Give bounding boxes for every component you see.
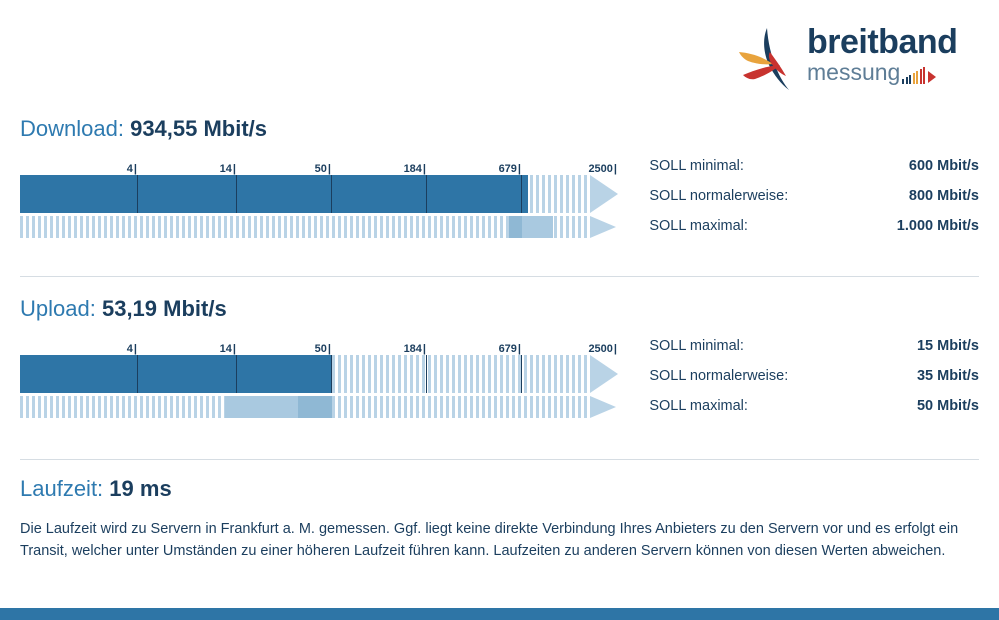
upload-target-bar <box>20 396 619 418</box>
download-tick-label-3: 50 | <box>315 163 331 175</box>
upload-title <box>20 296 979 322</box>
download-tick-label-1: 4 | <box>127 163 137 175</box>
download-target-arrow-icon <box>590 216 616 238</box>
latency-title <box>20 476 979 502</box>
download-bar-fill <box>20 175 528 213</box>
brand-name-sub: messung <box>807 59 901 85</box>
divider-1 <box>20 276 979 277</box>
signal-bars-icon <box>902 67 927 84</box>
latency-note: Die Laufzeit wird zu Servern in Frankfurt a. M. gemessen. Ggf. liegt keine direkte Verbindung Ihres Anbieters zu den Servern vor und es erfolgt ein Transit, welcher unter Umständen zu einer höheren Laufzeit führen kann. Laufzeiten zu anderen Servern können von diesen Werten abweichen. <box>20 521 959 559</box>
latency-section <box>20 476 979 562</box>
divider-2 <box>20 459 979 460</box>
upload-gauge <box>20 338 619 418</box>
download-soll-row-max <box>649 218 979 248</box>
download-target-track <box>20 216 590 238</box>
latency-value: 19 ms <box>109 476 172 501</box>
upload-soll-min-label: SOLL minimal: <box>649 338 744 354</box>
upload-soll-row-max <box>649 398 979 428</box>
download-soll-normal-label: SOLL normalerweise: <box>649 188 789 204</box>
download-target-marker <box>509 216 522 238</box>
download-soll-max-label: SOLL maximal: <box>649 218 748 234</box>
upload-soll-max-value: 50 Mbit/s <box>916 398 979 414</box>
upload-target-arrow-icon <box>590 396 616 418</box>
brand-logo <box>737 18 977 96</box>
upload-target-marker <box>298 396 332 418</box>
upload-soll-min-value: 15 Mbit/s <box>916 338 979 354</box>
download-tick-label-4: 184 | <box>404 163 426 175</box>
download-section <box>20 116 979 248</box>
download-soll-normal-value: 800 Mbit/s <box>908 188 979 204</box>
download-soll-row-min <box>649 158 979 188</box>
download-tick-label-6: 2500 | <box>588 163 617 175</box>
download-tick-label-5: 679 | <box>499 163 521 175</box>
download-value: 934,55 Mbit/s <box>130 116 268 141</box>
upload-tick-label-5: 679 | <box>499 343 521 355</box>
upload-soll-table <box>649 338 979 428</box>
upload-tick-label-1: 4 | <box>127 343 137 355</box>
download-soll-table <box>649 158 979 248</box>
upload-target-track <box>20 396 590 418</box>
upload-tick-label-6: 2500 | <box>588 343 617 355</box>
upload-soll-row-min <box>649 338 979 368</box>
upload-bar-fill <box>20 355 332 393</box>
download-scale-labels <box>20 158 619 175</box>
latency-title-label: Laufzeit: <box>20 476 104 501</box>
bottom-accent-bar <box>0 608 999 620</box>
arrow-right-icon <box>928 71 936 83</box>
upload-soll-normal-label: SOLL normalerweise: <box>649 368 789 384</box>
upload-bar-track <box>20 355 590 393</box>
download-target-bar <box>20 216 619 238</box>
upload-tick-label-4: 184 | <box>404 343 426 355</box>
upload-soll-normal-value: 35 Mbit/s <box>916 368 979 384</box>
download-gauge <box>20 158 619 238</box>
upload-scale-labels <box>20 338 619 355</box>
upload-title-label: Upload: <box>20 296 96 321</box>
upload-soll-row-normal <box>649 368 979 398</box>
upload-tick-label-2: 14 | <box>220 343 236 355</box>
upload-measured-bar <box>20 355 619 393</box>
brand-wordmark <box>807 24 977 84</box>
brand-name-main: breitband <box>807 23 958 61</box>
upload-soll-max-label: SOLL maximal: <box>649 398 748 414</box>
upload-bar-arrow-icon <box>590 355 618 393</box>
download-bar-track <box>20 175 590 213</box>
upload-tick-label-3: 50 | <box>315 343 331 355</box>
download-title <box>20 116 979 142</box>
download-measured-bar <box>20 175 619 213</box>
breitbandmessung-logo-icon <box>737 26 803 92</box>
download-bar-arrow-icon <box>590 175 618 213</box>
download-soll-min-label: SOLL minimal: <box>649 158 744 174</box>
download-soll-min-value: 600 Mbit/s <box>908 158 979 174</box>
download-soll-row-normal <box>649 188 979 218</box>
download-soll-max-value: 1.000 Mbit/s <box>896 218 979 234</box>
download-title-label: Download: <box>20 116 124 141</box>
upload-section <box>20 296 979 428</box>
upload-value: 53,19 Mbit/s <box>101 296 227 321</box>
download-tick-label-2: 14 | <box>220 163 236 175</box>
